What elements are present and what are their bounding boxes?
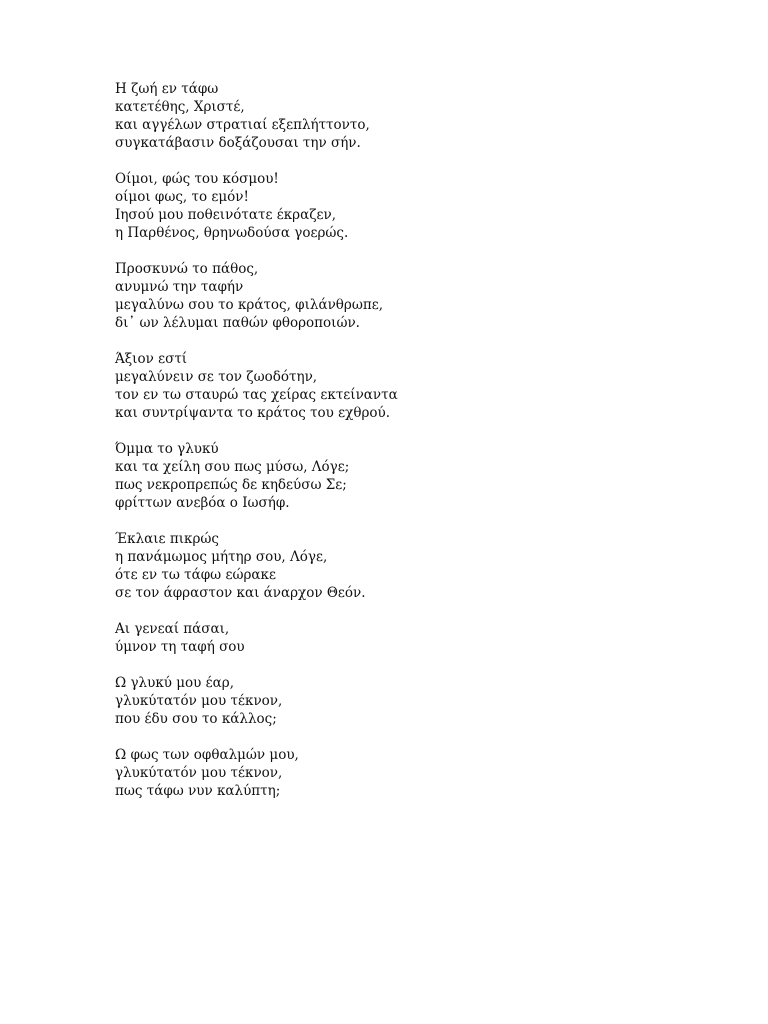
- verse-line: Προσκυνώ το πάθος,: [115, 261, 259, 277]
- verse-line: μεγαλύνειν σε τον ζωοδότην,: [115, 369, 318, 385]
- verse-line: Οίμοι, φώς του κόσμου!: [115, 171, 279, 187]
- stanza-6: [115, 530, 735, 602]
- stanza-5: [115, 440, 735, 512]
- verse-line: τον εν τω σταυρώ τας χείρας εκτείναντα: [115, 387, 398, 403]
- verse-line: και τα χείλη σου πως μύσω, Λόγε;: [115, 459, 350, 475]
- verse-line: Έκλαιε πικρώς: [115, 531, 219, 547]
- verse-line: μεγαλύνω σου το κράτος, φιλάνθρωπε,: [115, 297, 384, 313]
- verse-line: σε τον άφραστον και άναρχον Θεόν.: [115, 585, 366, 601]
- verse-line: ανυμνώ την ταφήν: [115, 279, 244, 295]
- verse-line: οίμοι φως, το εμόν!: [115, 189, 249, 205]
- verse-line: Η ζωή εν τάφω: [115, 81, 219, 97]
- verse-line: δι᾽ ων λέλυμαι παθών φθοροποιών.: [115, 315, 360, 331]
- verse-line: γλυκύτατόν μου τέκνον,: [115, 693, 283, 709]
- stanza-3: [115, 260, 735, 332]
- verse-line: κατετέθης, Χριστέ,: [115, 99, 245, 115]
- verse-line: φρίττων ανεβόα ο Ιωσήφ.: [115, 495, 290, 511]
- verse-line: Ω φως των οφθαλμών μου,: [115, 747, 299, 763]
- verse-line: πως νεκροπρεπώς δε κηδεύσω Σε;: [115, 477, 347, 493]
- stanza-9: [115, 746, 735, 800]
- verse-line: και συντρίψαντα το κράτος του εχθρού.: [115, 405, 391, 421]
- document-page: [115, 80, 735, 818]
- verse-line: γλυκύτατόν μου τέκνον,: [115, 765, 283, 781]
- verse-line: και αγγέλων στρατιαί εξεπλήττοντο,: [115, 117, 370, 133]
- verse-line: Αι γενεαί πάσαι,: [115, 621, 230, 637]
- verse-line: συγκατάβασιν δοξάζουσαι την σήν.: [115, 135, 361, 151]
- stanza-8: [115, 674, 735, 728]
- verse-line: ότε εν τω τάφω εώρακε: [115, 567, 276, 583]
- verse-line: πως τάφω νυν καλύπτη;: [115, 783, 281, 799]
- verse-line: Ιησού μου ποθεινότατε έκραζεν,: [115, 207, 337, 223]
- verse-line: Όμμα το γλυκύ: [115, 441, 219, 457]
- stanza-4: [115, 350, 735, 422]
- verse-line: που έδυ σου το κάλλος;: [115, 711, 277, 727]
- verse-line: η πανάμωμος μήτηρ σου, Λόγε,: [115, 549, 328, 565]
- verse-line: Άξιον εστί: [115, 351, 188, 367]
- stanza-2: [115, 170, 735, 242]
- verse-line: Ω γλυκύ μου έαρ,: [115, 675, 234, 691]
- stanza-1: [115, 80, 735, 152]
- verse-line: η Παρθένος, θρηνωδούσα γοερώς.: [115, 225, 349, 241]
- verse-line: ύμνον τη ταφή σου: [115, 639, 245, 655]
- stanza-7: [115, 620, 735, 656]
